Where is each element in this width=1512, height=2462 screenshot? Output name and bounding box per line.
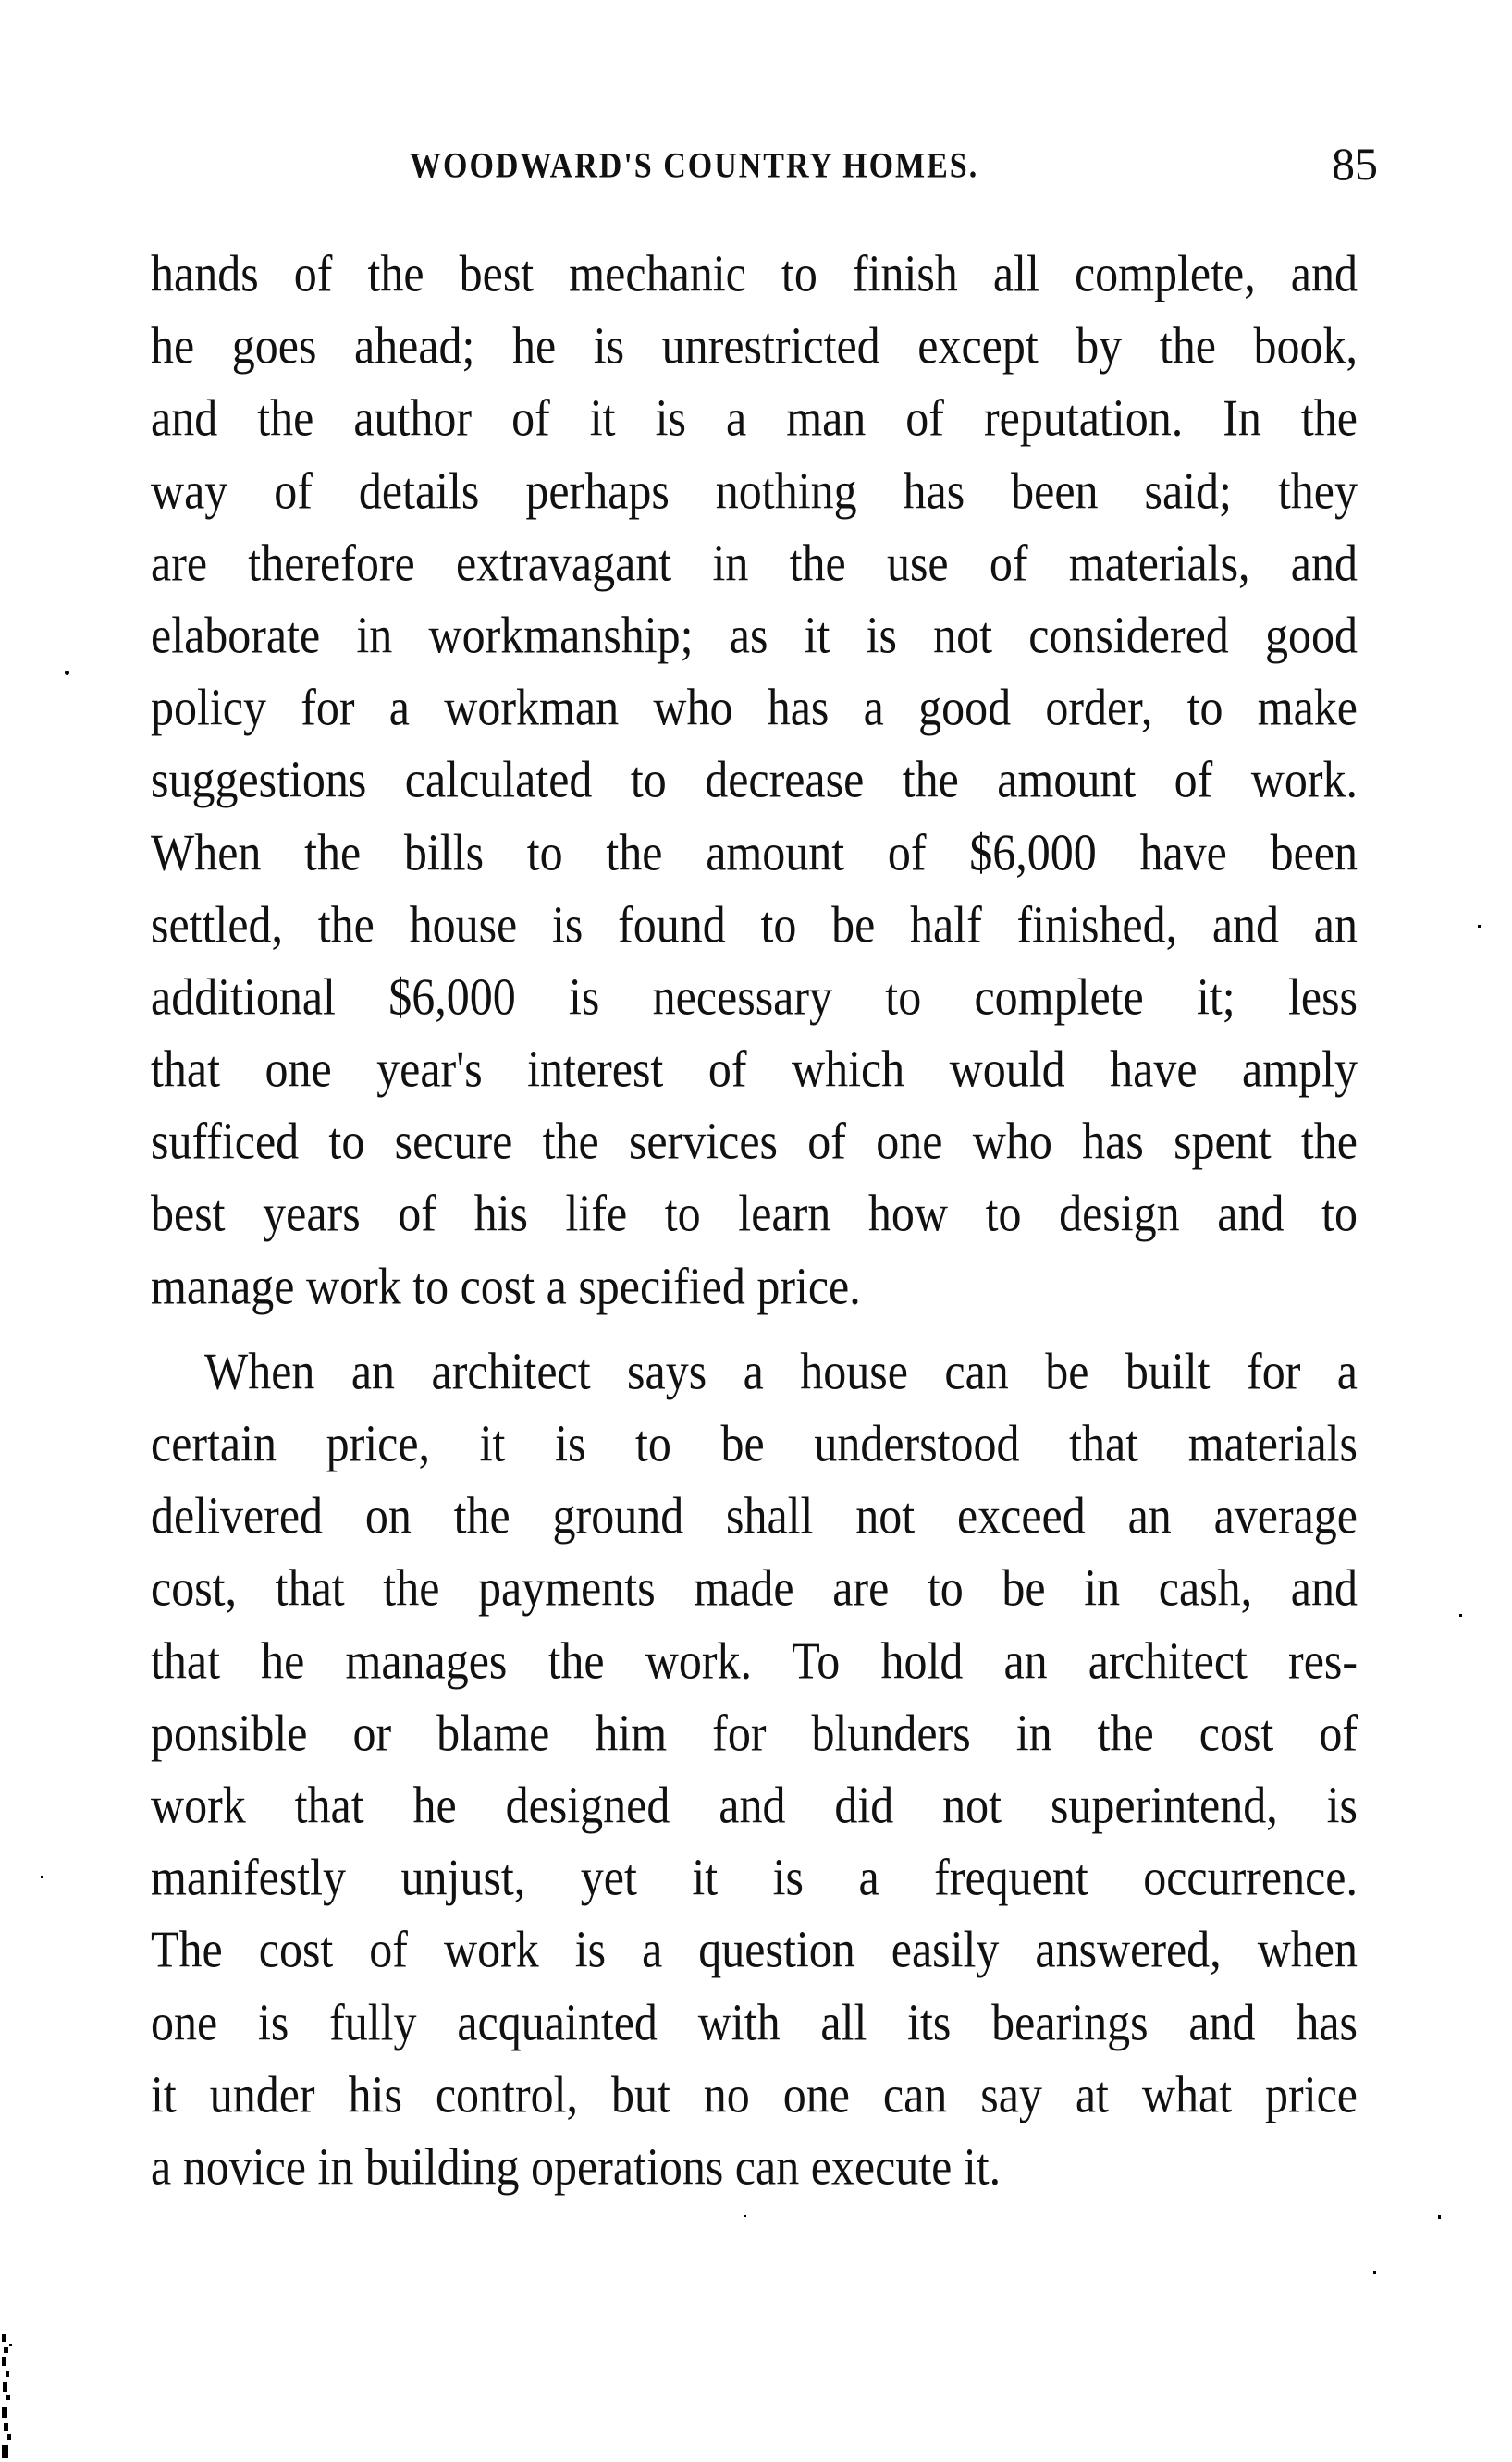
text-line: he goes ahead; he is unrestricted except by the book, [151, 316, 1358, 375]
text-line: manifestly unjust, yet it is a frequent occurrence. [151, 1848, 1358, 1907]
text-line: suggestions calculated to decrease the amount of work. [151, 750, 1358, 809]
text-line: and the author of it is a man of reputation. In the [151, 388, 1358, 448]
text-line: certain price, it is to be understood that materials [151, 1414, 1358, 1472]
text-line: When the bills to the amount of $6,000 have been [151, 822, 1358, 881]
scan-speck [1478, 925, 1481, 928]
text-line: that he manages the work. To hold an architect res- [151, 1631, 1358, 1690]
paragraph-1 [151, 242, 1358, 1327]
text-line: best years of his life to learn how to design and to [151, 1184, 1358, 1243]
text-line: additional $6,000 is necessary to complete it; less [151, 967, 1358, 1026]
scan-speck [1373, 2271, 1376, 2274]
text-line: one is fully acquainted with all its bearings and has [151, 1992, 1358, 2051]
running-head [148, 137, 1378, 202]
text-line: it under his control, but no one can say at what price [151, 2064, 1358, 2123]
scan-speck [744, 2215, 746, 2217]
scan-speck [1438, 2215, 1441, 2219]
scan-speck [1459, 1614, 1462, 1617]
paragraph-2 [151, 1340, 1358, 2208]
text-line: ponsible or blame him for blunders in the cost of [151, 1703, 1358, 1762]
body-text [151, 242, 1358, 2208]
running-title: WOODWARD'S COUNTRY HOMES. [410, 146, 979, 186]
text-line: a novice in building operations can execute it. [151, 2137, 1002, 2196]
text-line: are therefore extravagant in the use of materials, and [151, 533, 1358, 592]
text-line: The cost of work is a question easily answered, when [151, 1920, 1358, 1979]
text-line: way of details perhaps nothing has been said; they [151, 461, 1358, 520]
text-line: cost, that the payments made are to be in cash, and [151, 1558, 1358, 1618]
text-line: hands of the best mechanic to finish all complete, and [151, 244, 1358, 302]
page-edge-debris [0, 2331, 15, 2462]
text-line: elaborate in workmanship; as it is not considered good [151, 606, 1358, 664]
scan-speck [41, 1876, 43, 1878]
text-line: settled, the house is found to be half finished, and an [151, 894, 1358, 954]
text-line: When an architect says a house can be built for a [204, 1342, 1358, 1400]
text-line: sufficed to secure the services of one who has spent the [151, 1112, 1358, 1171]
text-line: work that he designed and did not superintend, is [151, 1776, 1358, 1834]
text-line: policy for a workman who has a good order, to make [151, 678, 1358, 737]
text-line: delivered on the ground shall not exceed an average [151, 1486, 1358, 1545]
page-number: 85 [1332, 138, 1378, 190]
scan-speck [65, 671, 69, 675]
text-line: that one year's interest of which would have amply [151, 1040, 1358, 1099]
text-line: manage work to cost a specified price. [151, 1256, 861, 1315]
